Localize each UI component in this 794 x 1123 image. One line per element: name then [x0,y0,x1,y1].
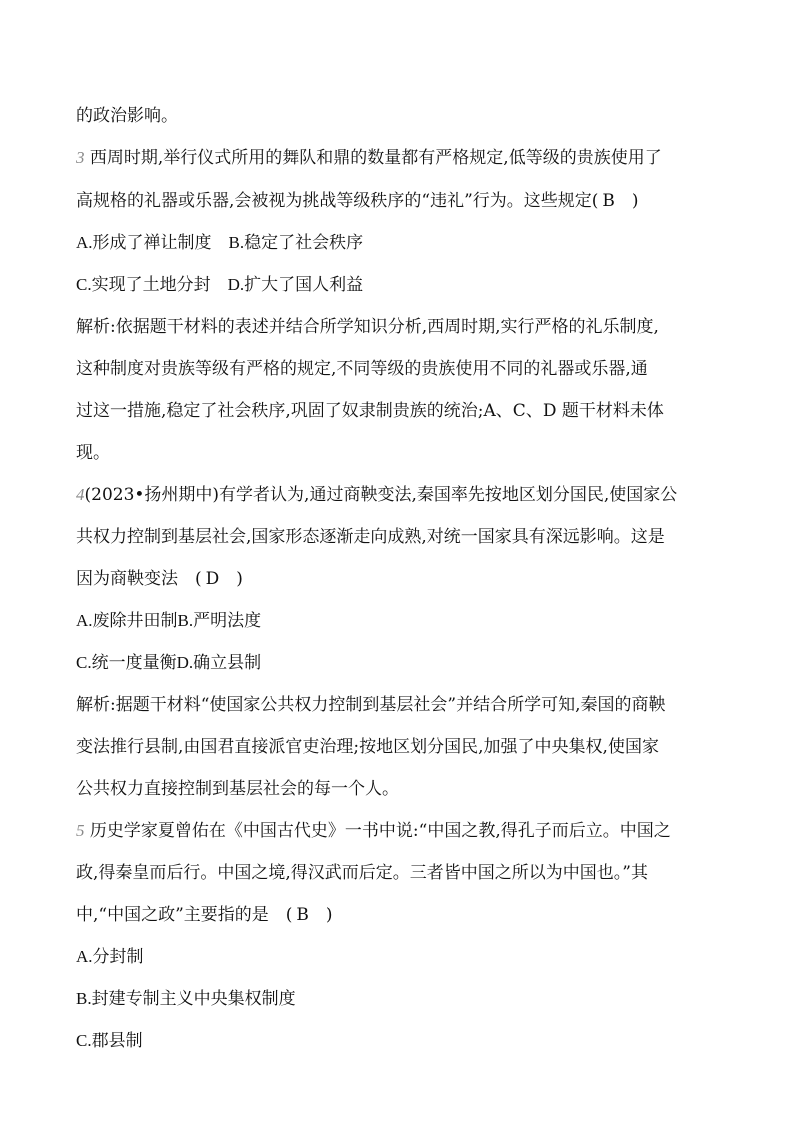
analysis-line: 变法推行县制,由国君直接派官吏治理;按地区划分国民,加强了中央集权,使国家 [76,737,659,757]
question-4-stem: 4(2023•扬州期中)有学者认为,通过商鞅变法,秦国率先按地区划分国民,使国家公 [76,485,678,505]
question-5-stem: 5 历史学家夏曾佑在《中国古代史》一书中说:“中国之教,得孔子而后立。中国之 [76,821,671,841]
question-number: 4 [76,485,85,504]
option-line: C.统一度量衡D.确立县制 [76,653,262,672]
text-line: 中,“中国之政”主要指的是 ( B ) [76,905,333,925]
text-line: 的政治影响。 [76,106,178,126]
question-number: 3 [76,148,85,167]
text-line: 因为商鞅变法 ( D ) [76,569,243,589]
analysis-line: 解析:据题干材料“使国家公共权力控制到基层社会”并结合所学可知,秦国的商鞅 [76,695,666,715]
question-number: 5 [76,821,85,840]
option-line: C.实现了土地分封 D.扩大了国人利益 [76,275,364,294]
option-line: A.形成了禅让制度 B.稳定了社会秩序 [76,233,364,252]
answer-mark: D ) [205,569,243,589]
question-3-stem: 3 西周时期,举行仪式所用的舞队和鼎的数量都有严格规定,低等级的贵族使用了 [76,148,662,168]
option-line: C.郡县制 [76,1031,143,1050]
analysis-line: 现。 [76,443,110,463]
option-line: A.废除井田制B.严明法度 [76,611,262,630]
analysis-line: 这种制度对贵族等级有严格的规定,不同等级的贵族使用不同的礼器或乐器,通 [76,359,648,379]
analysis-line: 公共权力直接控制到基层社会的每一个人。 [76,779,399,799]
option-line: A.分封制 [76,947,144,966]
analysis-line: 解析:依据题干材料的表述并结合所学知识分析,西周时期,实行严格的礼乐制度, [76,317,659,337]
option-line: B.封建专制主义中央集权制度 [76,989,296,1008]
answer-mark: B ) [602,191,639,211]
text-line: 共权力控制到基层社会,国家形态逐渐走向成熟,对统一国家具有深远影响。这是 [76,527,665,547]
answer-mark: B ) [296,905,333,925]
analysis-line: 过这一措施,稳定了社会秩序,巩固了奴隶制贵族的统治;A、C、D 题干材料未体 [76,401,664,421]
text-line: 高规格的礼器或乐器,会被视为挑战等级秩序的“违礼”行为。这些规定( B ) [76,191,639,211]
text-line: 政,得秦皇而后行。中国之境,得汉武而后定。三者皆中国之所以为中国也。”其 [76,863,648,883]
